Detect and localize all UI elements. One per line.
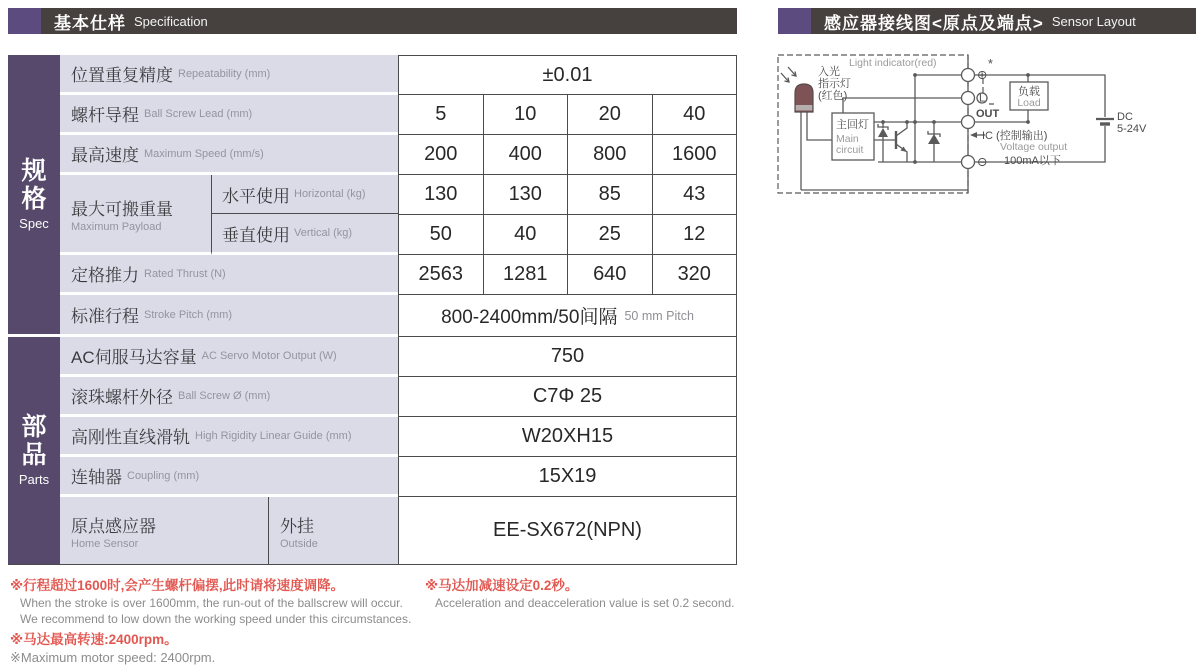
- section-label-spec: [8, 55, 60, 337]
- value-cell: [399, 295, 737, 337]
- light-indicator-label-en: Light indicator(red): [849, 57, 937, 69]
- row-values: [398, 417, 737, 457]
- load-label-zh: 负载: [1018, 86, 1040, 98]
- value-cell: 12: [653, 215, 738, 255]
- row-label-en: AC Servo Motor Output (W): [201, 349, 337, 362]
- spec-title-en: Specification: [134, 13, 208, 29]
- row-ball-screw-od: [60, 377, 737, 417]
- value-cell: 10: [484, 95, 569, 135]
- current-limit-label: 100mA以下: [1004, 155, 1061, 167]
- row-label: [60, 377, 398, 417]
- row-values: [398, 95, 737, 135]
- row-label: [60, 175, 211, 255]
- value-cell: W20XH15: [399, 417, 737, 457]
- section-label-zh: 规格: [21, 157, 47, 213]
- footnotes-right: [425, 572, 735, 668]
- row-max-speed: [60, 135, 737, 175]
- zener-diode-left-icon: [878, 122, 888, 162]
- terminal-l-symbol: L: [978, 92, 986, 105]
- row-label: [60, 135, 398, 175]
- value-cell: ±0.01: [399, 56, 737, 95]
- row-label-zh: AC伺服马达容量: [71, 348, 197, 367]
- row-label-zh: 最高速度: [71, 146, 139, 165]
- note-stroke-warning-en2: We recommend to low down the working speed under this circumstances.: [20, 612, 412, 626]
- light-indicator-label-zh3: (红色): [818, 90, 848, 102]
- value-cell: 25: [568, 215, 653, 255]
- row-label-zh: 原点感应器: [71, 516, 156, 536]
- table-section-parts: [8, 337, 737, 565]
- row-values: [398, 337, 737, 377]
- header-bar: [41, 8, 737, 34]
- value-cell: 40: [653, 95, 738, 135]
- row-repeatability: [60, 55, 737, 95]
- value-cell: 130: [399, 175, 484, 215]
- value-cell: 20: [568, 95, 653, 135]
- row-label: [60, 255, 398, 295]
- row-label-zh: 垂直使用: [222, 225, 290, 245]
- row-label: [60, 497, 268, 565]
- row-label-en: Maximum Speed (mm/s): [144, 147, 264, 160]
- section-label-en: Spec: [19, 216, 49, 231]
- note-motor-speed-en: ※Maximum motor speed: 2400rpm.: [10, 650, 216, 665]
- row-label: [60, 457, 398, 497]
- row-label-zh: 最大可搬重量: [71, 199, 173, 219]
- header-accent-square: [8, 8, 41, 34]
- voltage-output-label: Voltage output: [1000, 141, 1068, 153]
- sensor-layout-header: [778, 8, 1196, 34]
- payload-values: [398, 175, 737, 255]
- section-label-parts: [8, 337, 60, 565]
- value-cell: 200: [399, 135, 484, 175]
- terminal-plus-circle: [962, 69, 975, 82]
- footnotes-left: [10, 572, 425, 668]
- row-stroke-pitch: [60, 295, 737, 337]
- value-cell: 400: [484, 135, 569, 175]
- ic-output-label: IC (控制输出): [982, 130, 1048, 142]
- terminal-minus-symbol: ⊖: [977, 155, 988, 169]
- led-indicator-icon: [781, 67, 813, 112]
- value-cell: 640: [568, 255, 653, 295]
- sensor-title-en: Sensor Layout: [1051, 13, 1136, 29]
- row-ball-screw-lead: [60, 95, 737, 135]
- terminal-star-symbol: *: [988, 57, 993, 71]
- row-values: [398, 295, 737, 337]
- section-rows: [60, 55, 737, 337]
- row-label-en: High Rigidity Linear Guide (mm): [195, 429, 352, 442]
- sensor-title-zh: 感应器接线图<原点及端点>: [824, 13, 1044, 33]
- spec-table: [8, 55, 737, 565]
- row-label-en: Coupling (mm): [127, 469, 200, 482]
- main-circuit-label-zh: 主回灯: [836, 119, 869, 131]
- value-cell: 40: [484, 215, 569, 255]
- row-label-zh: 连轴器: [71, 468, 122, 487]
- note-accel-en: Acceleration and deacceleration value is set 0.2 second.: [435, 596, 735, 610]
- value-cell: 85: [568, 175, 653, 215]
- dc-label-2: 5-24V: [1117, 123, 1147, 135]
- sensor-diagram-svg: [776, 50, 1200, 200]
- note-accel-zh: ※马达加减速设定0.2秒。: [425, 578, 579, 593]
- payload-sublabels: [211, 175, 398, 255]
- value-cell: 15X19: [399, 457, 737, 497]
- row-values: [398, 377, 737, 417]
- row-values: [398, 457, 737, 497]
- note-stroke-warning-zh: ※行程超过1600时,会产生螺杆偏摆,此时请将速度调降。: [10, 578, 345, 593]
- terminal-minus-circle: [962, 156, 975, 169]
- stroke-value-small: 50 mm Pitch: [624, 308, 694, 323]
- row-label-en: Ball Screw Ø (mm): [178, 389, 271, 402]
- value-cell: 800: [568, 135, 653, 175]
- table-section-spec: [8, 55, 737, 337]
- sublabel-horizontal: [212, 175, 398, 214]
- stroke-value-main: 800-2400mm/50间隔: [441, 307, 618, 328]
- row-label-en: Stroke Pitch (mm): [144, 308, 233, 321]
- value-cell: 50: [399, 215, 484, 255]
- row-coupling: [60, 457, 737, 497]
- sublabel-vertical: [212, 214, 398, 252]
- row-max-payload: [60, 175, 737, 255]
- sensor-wiring-diagram: [776, 50, 1200, 200]
- section-label-en: Parts: [18, 472, 50, 487]
- value-cell: 1600: [653, 135, 738, 175]
- row-label: [60, 55, 398, 95]
- terminal-l-circle: [962, 92, 975, 105]
- header-bar: [811, 8, 1196, 34]
- battery-symbol: [1096, 119, 1114, 124]
- row-label-zh: 外挂: [280, 516, 314, 536]
- row-values: [398, 255, 737, 295]
- value-cell: 2563: [399, 255, 484, 295]
- row-label-zh: 滚珠螺杆外径: [71, 388, 173, 407]
- light-indicator-label-zh2: 指示灯: [818, 78, 851, 90]
- load-label-en: Load: [1017, 97, 1041, 109]
- row-label-zh: 定格推力: [71, 266, 139, 285]
- row-label-en: Home Sensor: [71, 537, 139, 550]
- row-label-en: Rated Thrust (N): [144, 267, 226, 280]
- row-label-zh: 位置重复精度: [71, 66, 173, 85]
- value-cell: 320: [653, 255, 738, 295]
- row-values: [399, 175, 737, 215]
- row-label-zh: 水平使用: [222, 186, 290, 206]
- zener-diode-right-icon: [928, 122, 940, 162]
- dc-label-1: DC: [1117, 111, 1133, 123]
- note-stroke-warning-en1: When the stroke is over 1600mm, the run-out of the ballscrew will occur.: [20, 596, 403, 610]
- row-label-zh: 螺杆导程: [71, 106, 139, 125]
- note-motor-speed-zh: ※马达最高转速:2400rpm。: [10, 632, 178, 647]
- row-rated-thrust: [60, 255, 737, 295]
- row-linear-guide: [60, 417, 737, 457]
- sublabel-outside: [268, 497, 398, 565]
- row-label: [60, 417, 398, 457]
- main-circuit-label-en2: circuit: [836, 144, 864, 156]
- row-label-zh: 标准行程: [71, 307, 139, 326]
- value-cell: C7Φ 25: [399, 377, 737, 417]
- transistor-icon: [896, 122, 907, 162]
- row-label: [60, 337, 398, 377]
- row-label-en: Outside: [280, 537, 318, 550]
- row-servo-motor-output: [60, 337, 737, 377]
- section-rows: [60, 337, 737, 565]
- value-cell: 130: [484, 175, 569, 215]
- value-cell: 750: [399, 337, 737, 377]
- row-values: [398, 55, 737, 95]
- value-cell: EE-SX672(NPN): [399, 497, 737, 565]
- row-label-zh: 高刚性直线滑轨: [71, 428, 190, 447]
- value-cell: 5: [399, 95, 484, 135]
- main-circuit-label-en1: Main: [836, 133, 859, 145]
- light-indicator-label-zh1: 入光: [818, 66, 840, 78]
- row-home-sensor: [60, 497, 737, 565]
- row-values: [398, 497, 737, 565]
- footnotes: [10, 572, 1190, 668]
- section-label-zh: 部品: [21, 413, 47, 469]
- row-label-en: Maximum Payload: [71, 220, 162, 233]
- value-cell: 1281: [484, 255, 569, 295]
- value-cell: 43: [653, 175, 738, 215]
- spec-title-zh: 基本仕样: [54, 13, 126, 33]
- row-values: [399, 215, 737, 255]
- row-label: [60, 95, 398, 135]
- terminal-out-label: OUT: [976, 108, 1000, 120]
- terminal-plus-symbol: ⊕: [977, 68, 988, 82]
- spec-section-header: [8, 8, 737, 34]
- row-label: [60, 295, 398, 337]
- row-label-en: Vertical (kg): [294, 227, 353, 239]
- terminal-out-circle: [962, 116, 975, 129]
- row-label-en: Repeatability (mm): [178, 67, 271, 80]
- header-accent-square: [778, 8, 811, 34]
- row-label-en: Ball Screw Lead (mm): [144, 107, 253, 120]
- row-values: [398, 135, 737, 175]
- row-label-en: Horizontal (kg): [294, 188, 366, 200]
